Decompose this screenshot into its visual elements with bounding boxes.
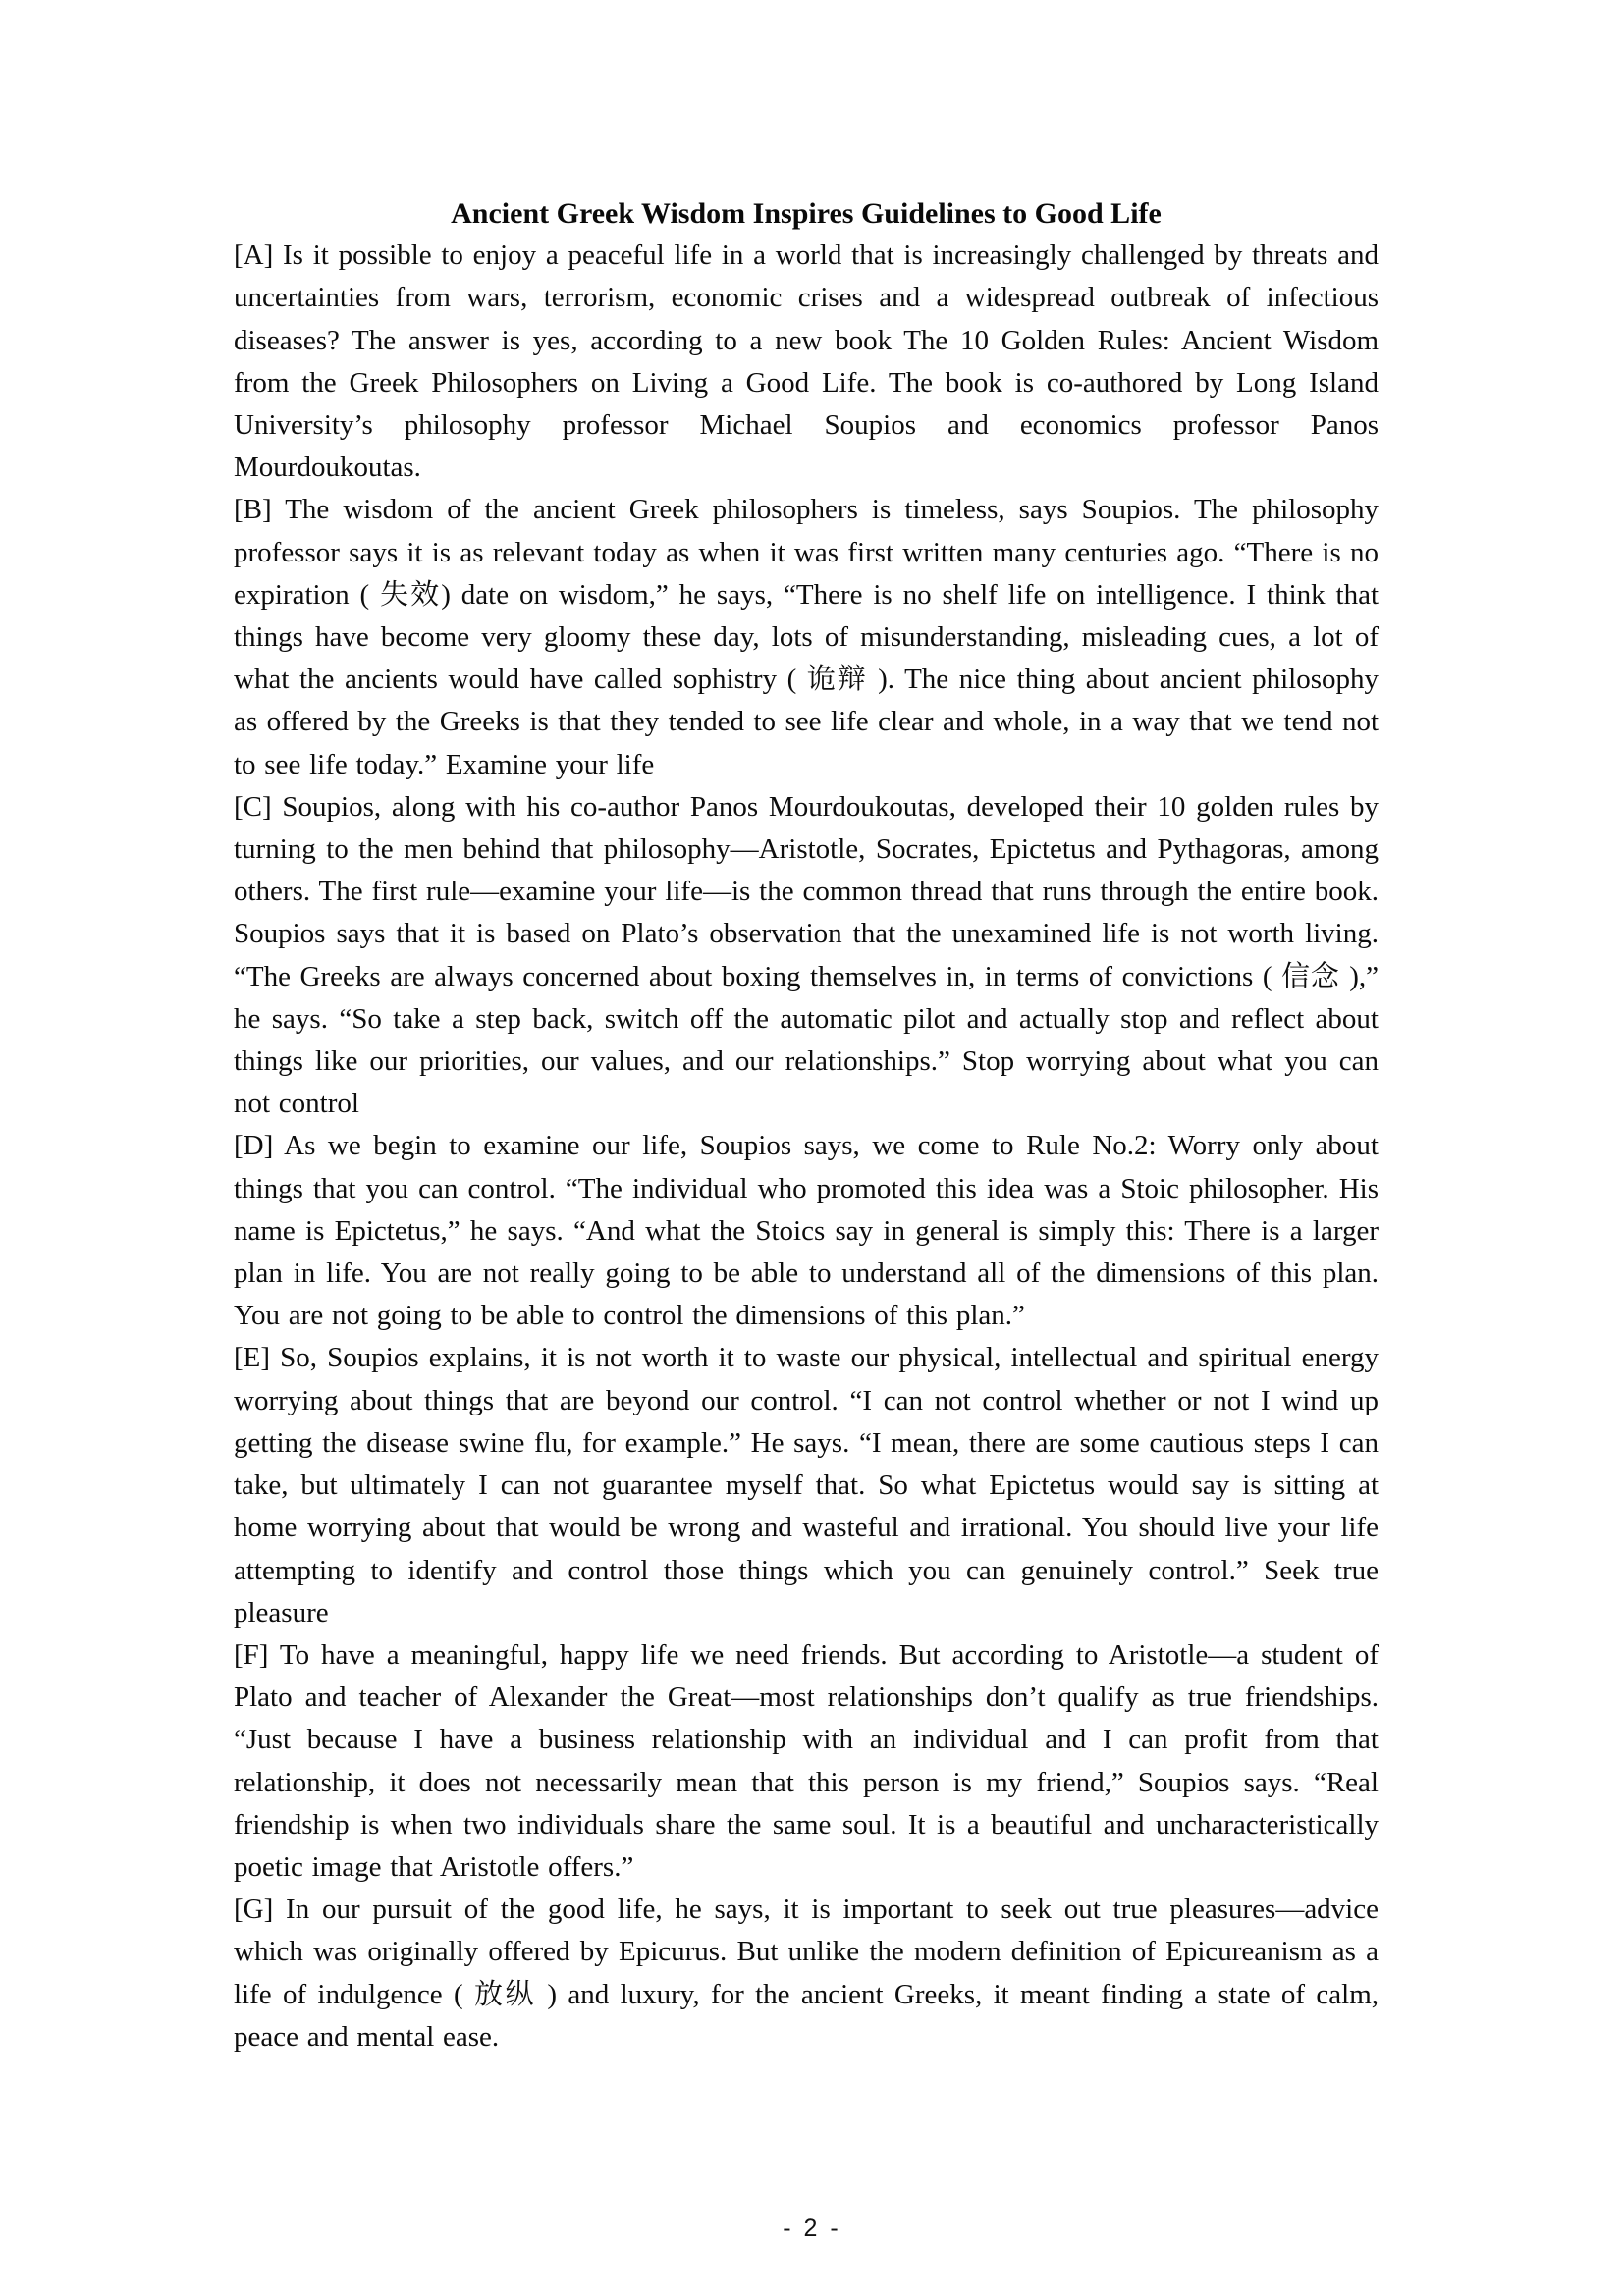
paragraph-c: [C] Soupios, along with his co-author Panos Mourdoukoutas, developed their 10 golden rules by turning to the men behind that philosophy—Aristotle, Socrates, Epictetus and Pythagoras, among others. The first rule—examine your life—is the common thread that runs through the entire book. Soupios says that it is based on Plato’s observation that the unexamined life is not worth living. “The Greeks are always concerned about boxing themselves in, in terms of convictions ( 信念 ),” he says. “So take a step back, switch off the automatic pilot and actually stop and reflect about things like our priorities, our values, and our relationships.” Stop worrying about what you can not control bbox=[234, 790, 1379, 1120]
text-column bbox=[234, 192, 1379, 2058]
paragraph-d: [D] As we begin to examine our life, Soupios says, we come to Rule No.2: Worry only about things that you can control. “The individual who promoted this idea was a Stoic philosopher. His name is Epictetus,” he says. “And what the Stoics say in general is simply this: There is a larger plan in life. You are not really going to be able to understand all of the dimensions of this plan. You are not going to be able to control the dimensions of this plan.” bbox=[234, 1130, 1379, 1332]
paragraph-f: [F] To have a meaningful, happy life we need friends. But according to Aristotle—a student of Plato and teacher of Alexander the Great—most relationships don’t qualify as true friendships. “Just because I have a business relationship with an individual and I can profit from that relationship, it does not necessarily mean that this person is my friend,” Soupios says. “Real friendship is when two individuals share the same soul. It is a beautiful and uncharacteristically poetic image that Aristotle offers.” bbox=[234, 1638, 1379, 1883]
page-title: Ancient Greek Wisdom Inspires Guidelines to Good Life bbox=[451, 197, 1162, 230]
page-number: - 2 - bbox=[783, 2215, 841, 2242]
paragraph-e: [E] So, Soupios explains, it is not worth it to waste our physical, intellectual and spiritual energy worrying about things that are beyond our control. “I can not control whether or not I wind up getting the disease swine flu, for example.” He says. “I mean, there are some cautious steps I can take, but ultimately I can not guarantee myself that. So what Epictetus would say is sitting at home worrying about that would be wrong and wasteful and irrational. You should live your life attempting to identify and control those things which you can genuinely control.” Seek true pleasure bbox=[234, 1342, 1379, 1629]
paragraph-b: [B] The wisdom of the ancient Greek philosophers is timeless, says Soupios. The philosophy professor says it is as relevant today as when it was first written many centuries ago. “There is no expiration ( 失效) date on wisdom,” he says, “There is no shelf life on intelligence. I think that things have become very gloomy these day, lots of misunderstanding, misleading cues, a lot of what the ancients would have called sophistry ( 诡辩 ). The nice thing about ancient philosophy as offered by the Greeks is that they tended to see life clear and whole, in a way that we tend not to see life today.” Examine your life bbox=[234, 494, 1379, 780]
paragraph-a: [A] Is it possible to enjoy a peaceful life in a world that is increasingly challenged by threats and uncertainties from wars, terrorism, economic crises and a widespread outbreak of infectious diseases? The answer is yes, according to a new book The 10 Golden Rules: Ancient Wisdom from the Greek Philosophers on Living a Good Life. The book is co-authored by Long Island University’s philosophy professor Michael Soupios and economics professor Panos Mourdoukoutas. bbox=[234, 240, 1379, 484]
paragraph-g: [G] In our pursuit of the good life, he says, it is important to seek out true pleasures—advice which was originally offered by Epicurus. But unlike the modern definition of Epicureanism as a life of indulgence ( 放纵 ) and luxury, for the ancient Greeks, it meant finding a state of calm, peace and mental ease. bbox=[234, 1894, 1379, 2053]
